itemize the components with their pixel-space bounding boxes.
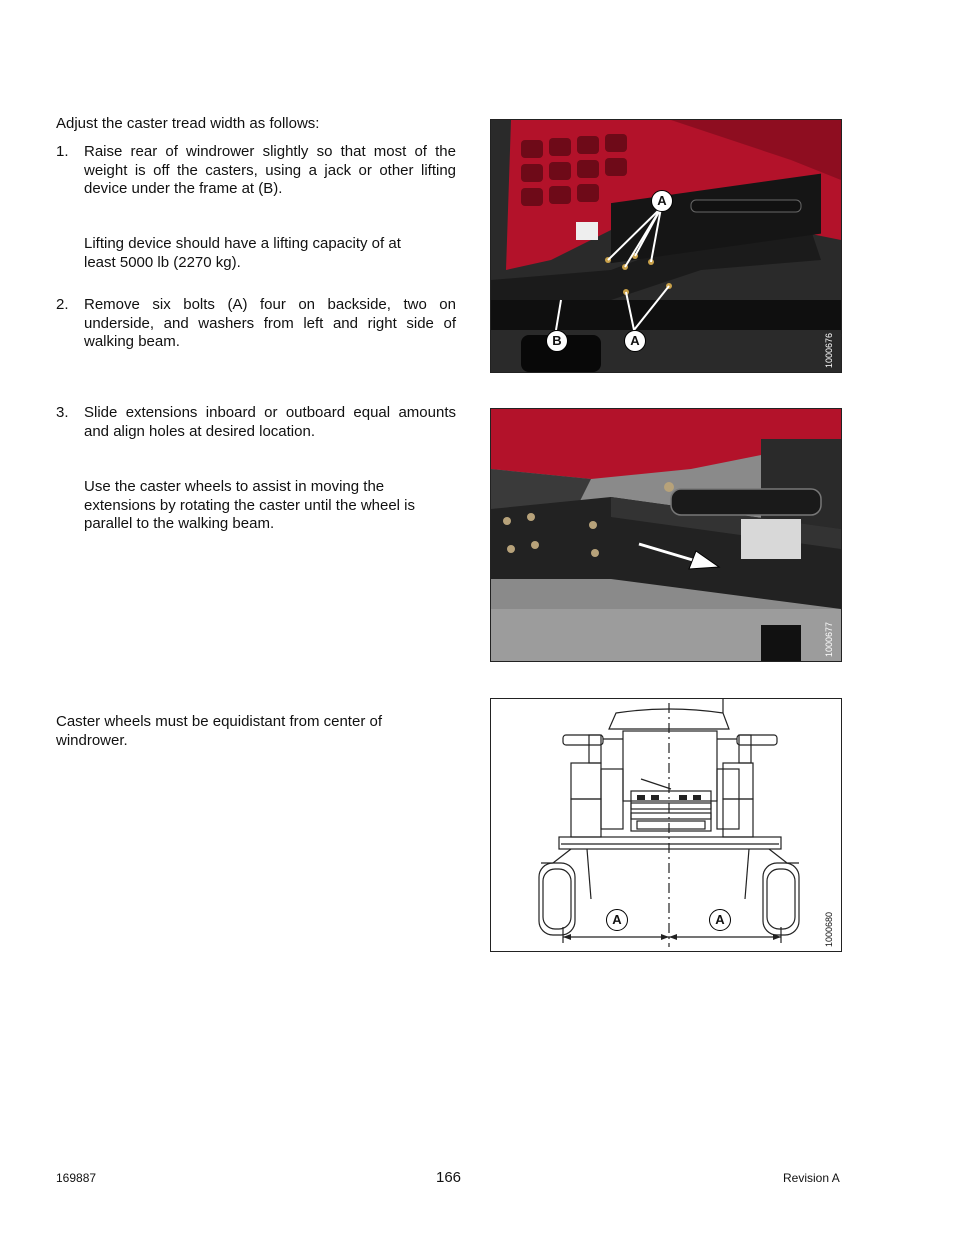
callout-a-left: A xyxy=(606,909,628,931)
lifting-capacity-note: Lifting device should have a lifting capacity of at least 5000 lb (2270 kg). xyxy=(84,235,401,271)
callout-a-right: A xyxy=(709,909,731,931)
step-3-number: 3. xyxy=(56,404,69,421)
step-1-number: 1. xyxy=(56,143,69,160)
figure-2-id: 1000677 xyxy=(824,621,834,657)
figure-3-id: 1000680 xyxy=(824,911,834,947)
figure-extension-slide xyxy=(490,408,842,662)
page-number: 166 xyxy=(436,1169,462,1186)
equidistant-note: Caster wheels must be equidistant from center of windrower. xyxy=(56,713,382,749)
walking-beam-photo xyxy=(491,120,841,372)
step-2-number: 2. xyxy=(56,296,69,313)
figure-walking-beam-bolts xyxy=(490,119,842,373)
step-2 xyxy=(56,296,456,352)
intro-text: Adjust the caster tread width as follows: xyxy=(56,115,320,132)
windrower-front-drawing xyxy=(491,699,841,951)
step-3 xyxy=(56,404,456,441)
step-3-text: Slide extensions inboard or outboard equal amounts and align holes at desired location. xyxy=(84,404,456,440)
step-2-text: Remove six bolts (A) four on backside, two on underside, and washers from left and right side of walking beam. xyxy=(84,296,456,350)
callout-a-top: A xyxy=(651,190,673,212)
figure-1-id: 1000676 xyxy=(824,332,834,368)
step-1-text: Raise rear of windrower slightly so that most of the weight is off the casters, using a jack or other lifting device under the frame at (B). xyxy=(84,143,456,197)
doc-number: 169887 xyxy=(56,1171,97,1185)
callout-a-bottom: A xyxy=(624,330,646,352)
callout-b: B xyxy=(546,330,568,352)
revision-label: Revision A xyxy=(783,1171,840,1185)
figure-caster-spacing xyxy=(490,698,842,952)
extension-photo xyxy=(491,409,841,661)
caster-assist-note: Use the caster wheels to assist in moving the extensions by rotating the caster until the wheel is parallel to the walking beam. xyxy=(84,478,416,532)
step-1 xyxy=(56,143,456,199)
